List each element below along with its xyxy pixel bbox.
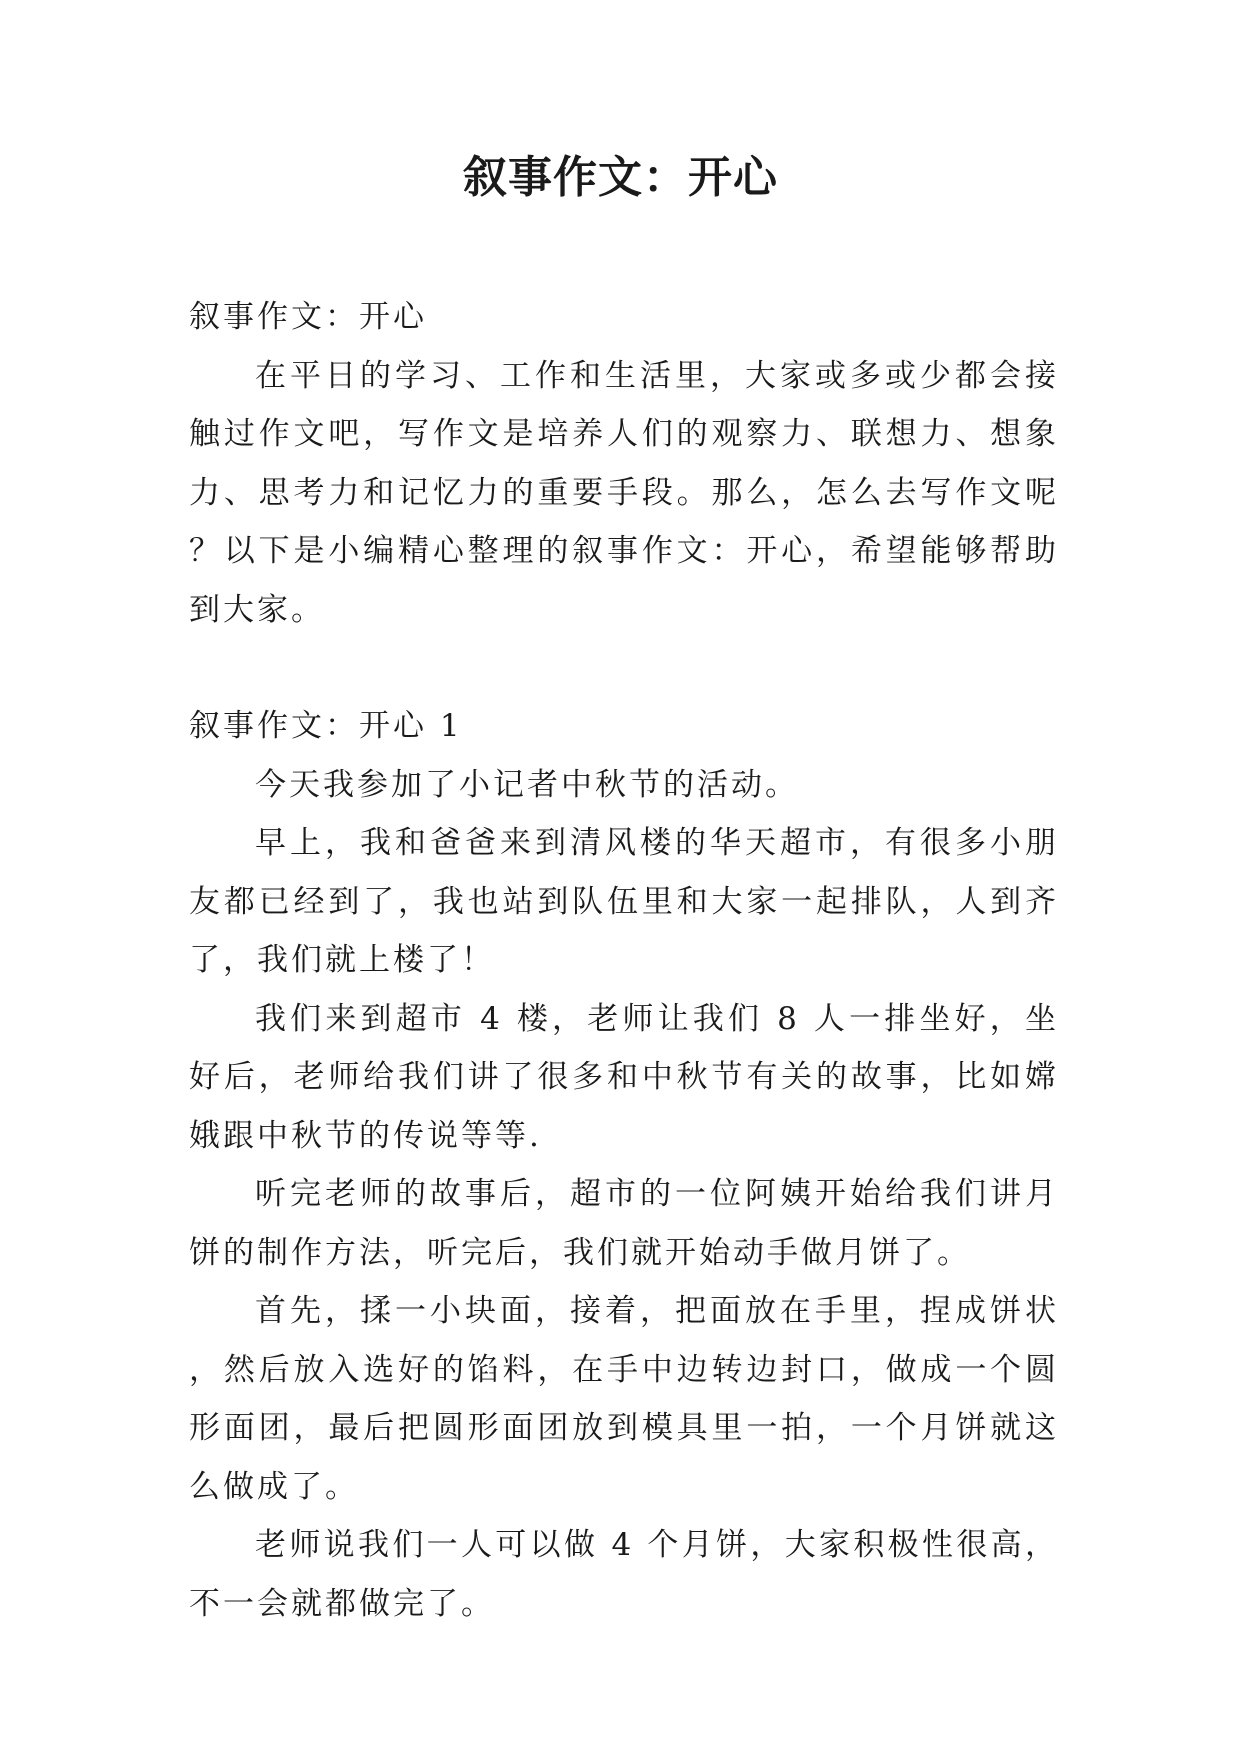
- body-paragraph: 早上，我和爸爸来到清风楼的华天超市，有很多小朋友都已经到了，我也站到队伍里和大家一起排队，人到齐了，我们就上楼了！: [189, 825, 1059, 978]
- section-spacer: [189, 639, 1059, 697]
- body-paragraph: 首先，揉一小块面，接着，把面放在手里，捏成饼状，然后放入选好的馅料，在手中边转边封口，做成一个圆形面团，最后把圆形面团放到模具里一拍，一个月饼就这么做成了。: [189, 1293, 1059, 1505]
- body-paragraph: 听完老师的故事后，超市的一位阿姨开始给我们讲月饼的制作方法，听完后，我们就开始动手做月饼了。: [189, 1176, 1059, 1271]
- body-paragraph: 今天我参加了小记者中秋节的活动。: [255, 766, 799, 803]
- body-paragraph: 老师说我们一人可以做 4 个月饼，大家积极性很高，不一会就都做完了。: [189, 1527, 1059, 1622]
- document-body: [189, 288, 1059, 1633]
- section-heading: 叙事作文：开心 1: [189, 708, 463, 744]
- document-title: 叙事作文：开心: [463, 152, 778, 203]
- intro-paragraph: 在平日的学习、工作和生活里，大家或多或少都会接触过作文吧，写作文是培养人们的观察力、联想力、想象力、思考力和记忆力的重要手段。那么，怎么去写作文呢？以下是小编精心整理的叙事作文：开心，希望能够帮助到大家。: [189, 357, 1059, 628]
- body-paragraph: 我们来到超市 4 楼，老师让我们 8 人一排坐好，坐好后，老师给我们讲了很多和中秋节有关的故事，比如嫦娥跟中秋节的传说等等.: [189, 1000, 1059, 1154]
- intro-heading: 叙事作文：开心: [189, 299, 427, 335]
